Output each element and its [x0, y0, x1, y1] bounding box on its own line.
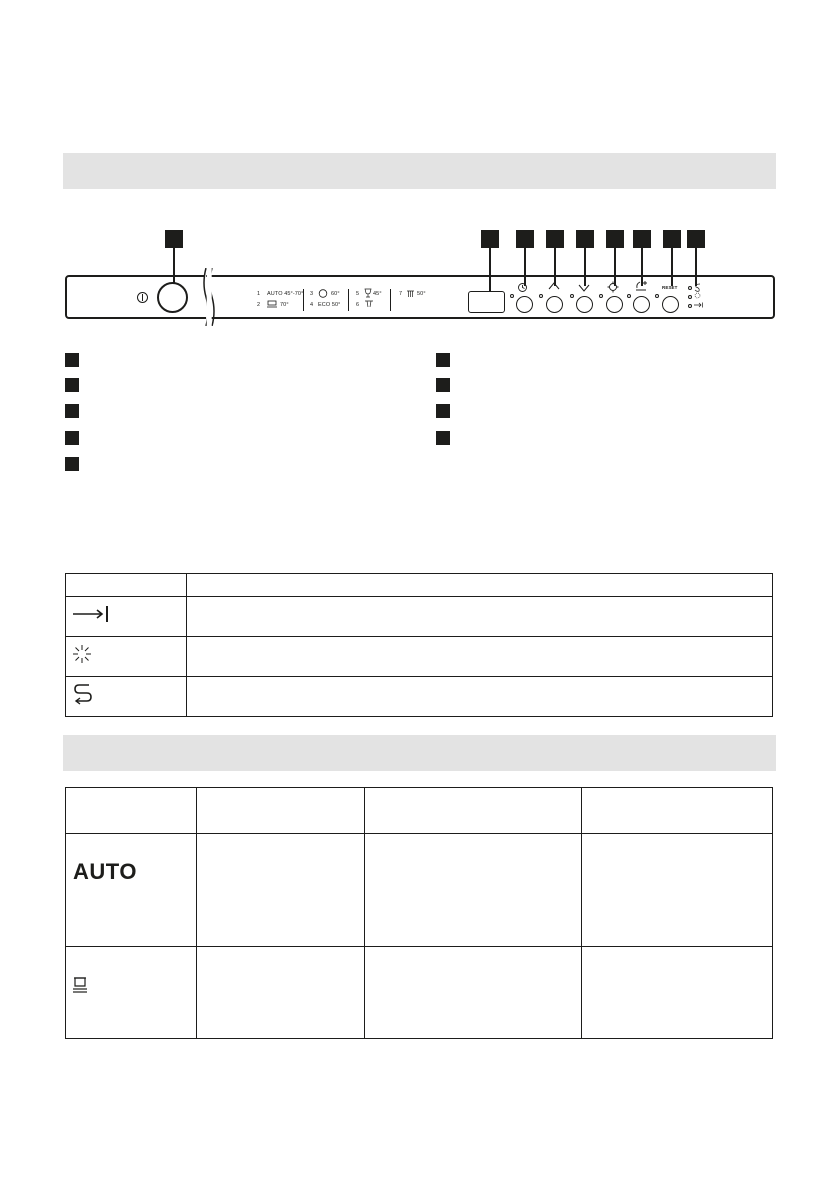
- programme-5-label: 45°: [373, 291, 382, 297]
- on-off-button[interactable]: [157, 282, 188, 313]
- delay-start-button[interactable]: [516, 296, 533, 313]
- down-arrow-icon: [578, 283, 590, 293]
- callout-marker-6: [606, 230, 624, 248]
- programme-1-number: 1: [257, 291, 261, 297]
- rinse-aid-icon: [72, 644, 92, 664]
- led-indicator: [539, 294, 543, 298]
- programme-table: [65, 787, 773, 1039]
- callout-marker-5: [576, 230, 594, 248]
- table-row: [66, 947, 773, 1039]
- table-cell: [365, 834, 582, 947]
- section-header-band: [63, 153, 776, 189]
- programme-cell: [66, 947, 197, 1039]
- programme-3-number: 3: [310, 291, 314, 297]
- up-button[interactable]: [546, 296, 563, 313]
- legend-marker-2: [65, 378, 79, 392]
- led-indicator: [510, 294, 514, 298]
- led-indicator: [570, 294, 574, 298]
- table-header-cell: [365, 788, 582, 834]
- callout-marker-9: [687, 230, 705, 248]
- symbol-cell: [66, 637, 187, 677]
- programme-3-label: 60°: [331, 291, 340, 297]
- programme-6-number: 6: [356, 302, 360, 308]
- glass-icon-small: [364, 288, 372, 298]
- programme-7-label: 50°: [417, 291, 426, 297]
- table-cell: [365, 947, 582, 1039]
- salt-icon-small: [694, 283, 702, 292]
- party-icon-small: [406, 289, 415, 298]
- table-header-cell: [582, 788, 773, 834]
- table-cell: [582, 834, 773, 947]
- programme-7-number: 7: [399, 291, 403, 297]
- programme-separator: [303, 289, 304, 311]
- table-header-cell: [66, 788, 197, 834]
- programme-1-label: AUTO 45°-70°: [267, 291, 304, 297]
- symbol-cell: [66, 597, 187, 637]
- clock-icon-small: [318, 289, 328, 298]
- programme-5-number: 5: [356, 291, 360, 297]
- programme-2-label: 70°: [280, 302, 289, 308]
- auto-programme-label: AUTO: [73, 859, 137, 884]
- programme-cell: [66, 834, 197, 947]
- indicator-table: [65, 573, 773, 717]
- table-header-cell: [187, 574, 773, 597]
- symbol-cell: [66, 677, 187, 717]
- description-cell: [187, 677, 773, 717]
- section-header-band-2: [63, 735, 776, 771]
- table-row: [66, 637, 773, 677]
- display: [468, 291, 505, 313]
- extra-power-icon: [635, 280, 649, 294]
- legend-marker-5: [65, 457, 79, 471]
- pots-icon: [73, 975, 89, 995]
- led-indicator: [599, 294, 603, 298]
- programme-separator-2: [348, 289, 349, 311]
- rinse-aid-indicator-led: [688, 295, 692, 299]
- down-button[interactable]: [576, 296, 593, 313]
- panel-break-mark: [200, 268, 218, 326]
- end-indicator-led: [688, 304, 692, 308]
- pots-icon-small: [267, 300, 277, 308]
- end-arrow-icon: [72, 604, 110, 624]
- legend-marker-8: [436, 404, 450, 418]
- programme-2-number: 2: [257, 302, 261, 308]
- table-header-row: [66, 574, 773, 597]
- reset-button[interactable]: [662, 296, 679, 313]
- power-icon: [136, 291, 149, 304]
- table-row: [66, 677, 773, 717]
- legend-marker-3: [65, 404, 79, 418]
- table-cell: [197, 947, 365, 1039]
- callout-marker-4: [546, 230, 564, 248]
- callout-marker-2: [481, 230, 499, 248]
- table-header-cell: [66, 574, 187, 597]
- description-cell: [187, 637, 773, 677]
- reset-label: RESET: [662, 285, 678, 290]
- salt-icon: [72, 682, 94, 706]
- table-row: [66, 597, 773, 637]
- callout-marker-7: [633, 230, 651, 248]
- table-cell: [197, 834, 365, 947]
- programme-separator-3: [390, 289, 391, 311]
- table-header-row: [66, 788, 773, 834]
- salt-indicator-led: [688, 286, 692, 290]
- rinse-aid-icon-small: [694, 292, 701, 299]
- description-cell: [187, 597, 773, 637]
- callout-marker-3: [516, 230, 534, 248]
- legend-marker-6: [436, 353, 450, 367]
- programme-4-number: 4: [310, 302, 314, 308]
- up-arrow-icon: [548, 281, 560, 291]
- callout-marker-1: [165, 230, 183, 248]
- table-cell: [582, 947, 773, 1039]
- option-button[interactable]: [606, 296, 623, 313]
- table-header-cell: [197, 788, 365, 834]
- delay-start-icon: [517, 282, 528, 293]
- led-indicator: [627, 294, 631, 298]
- extra-power-button[interactable]: [633, 296, 650, 313]
- table-row: [66, 834, 773, 947]
- callout-marker-8: [663, 230, 681, 248]
- legend-marker-4: [65, 431, 79, 445]
- rinse-icon-small: [364, 299, 374, 308]
- option-icon: [607, 281, 619, 293]
- programme-4-label: ECO 50°: [318, 302, 341, 308]
- legend-marker-9: [436, 431, 450, 445]
- led-indicator: [655, 294, 659, 298]
- legend-marker-1: [65, 353, 79, 367]
- end-icon-small: [694, 302, 703, 308]
- legend-marker-7: [436, 378, 450, 392]
